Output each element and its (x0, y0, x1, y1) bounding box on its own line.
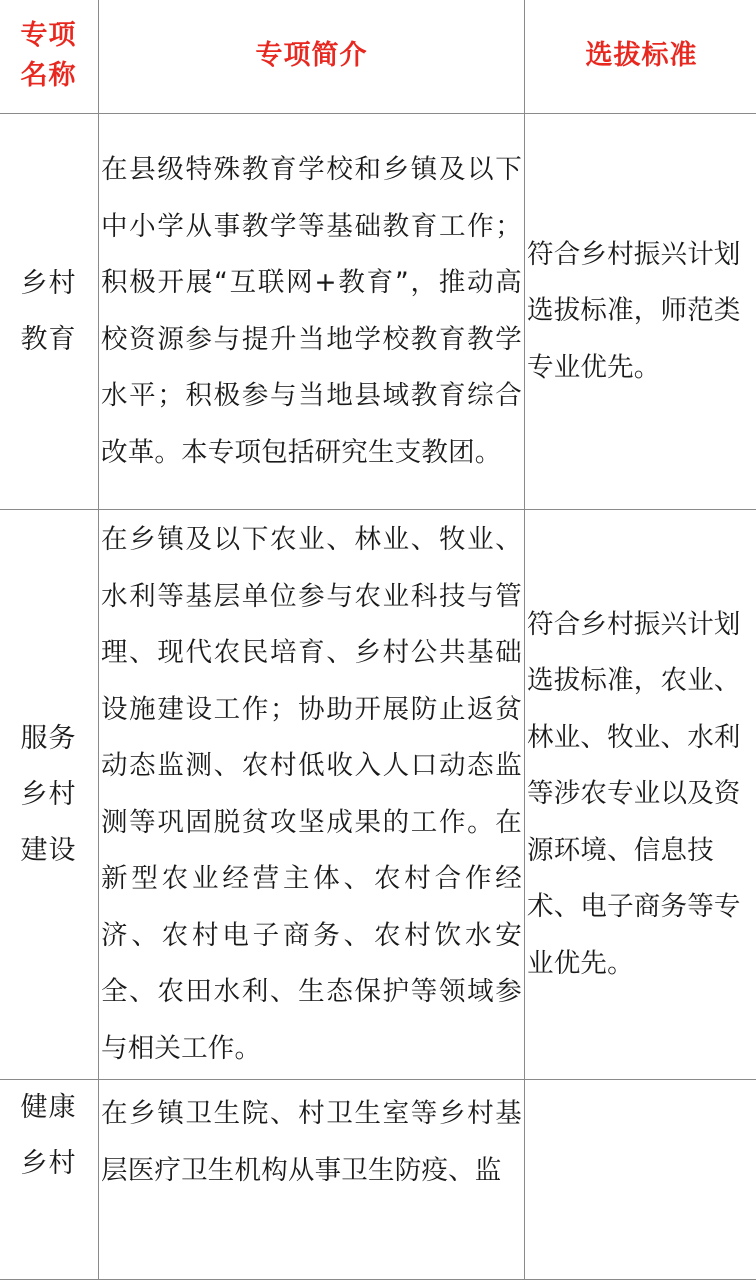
program-intro-cell: 在乡镇及以下农业、林业、牧业、水利等基层单位参与农业科技与管理、现代农民培育、乡村公共基础设施建设工作；协助开展防止返贫动态监测、农村低收入人口动态监测等巩固脱贫攻坚成果的工作。在新型农业经营主体、农村合作经济、农村电子商务、农村饮水安全、农田水利、生态保护等领域参与相关工作。 (99, 510, 525, 1080)
program-name-line: 建设 (0, 823, 98, 879)
header-program-name-line: 名称 (0, 56, 98, 96)
program-name-line: 健康 (0, 1080, 98, 1136)
program-name-cell (0, 114, 99, 510)
selection-criteria-cell: 符合乡村振兴计划选拔标准，师范类专业优先。 (525, 114, 756, 510)
program-intro-cell: 在县级特殊教育学校和乡镇及以下中小学从事教学等基础教育工作；积极开展“互联网+教育”，推动高校资源参与提升当地学校教育教学水平；积极参与当地县域教育综合改革。本专项包括研究生支教团。 (99, 114, 525, 510)
header-selection-criteria: 选拔标准 (525, 0, 756, 114)
selection-criteria-cell (525, 1080, 756, 1280)
table-row (0, 510, 756, 1080)
header-program-name-line: 专项 (0, 16, 98, 56)
header-program-name (0, 0, 99, 114)
table-row (0, 114, 756, 510)
program-name-line: 乡村 (0, 1136, 98, 1192)
program-name-line: 乡村 (0, 767, 98, 823)
table-header-row (0, 0, 756, 114)
program-name-cell (0, 1080, 99, 1280)
program-name-line: 教育 (0, 312, 98, 368)
table-row (0, 1080, 756, 1280)
program-name-cell (0, 510, 99, 1080)
program-intro-cell: 在乡镇卫生院、村卫生室等乡村基层医疗卫生机构从事卫生防疫、监 (99, 1080, 525, 1280)
header-program-intro: 专项简介 (99, 0, 525, 114)
selection-criteria-cell: 符合乡村振兴计划选拔标准，农业、林业、牧业、水利等涉农专业以及资源环境、信息技术、电子商务等专业优先。 (525, 510, 756, 1080)
program-name-line: 服务 (0, 711, 98, 767)
program-name-line: 乡村 (0, 256, 98, 312)
